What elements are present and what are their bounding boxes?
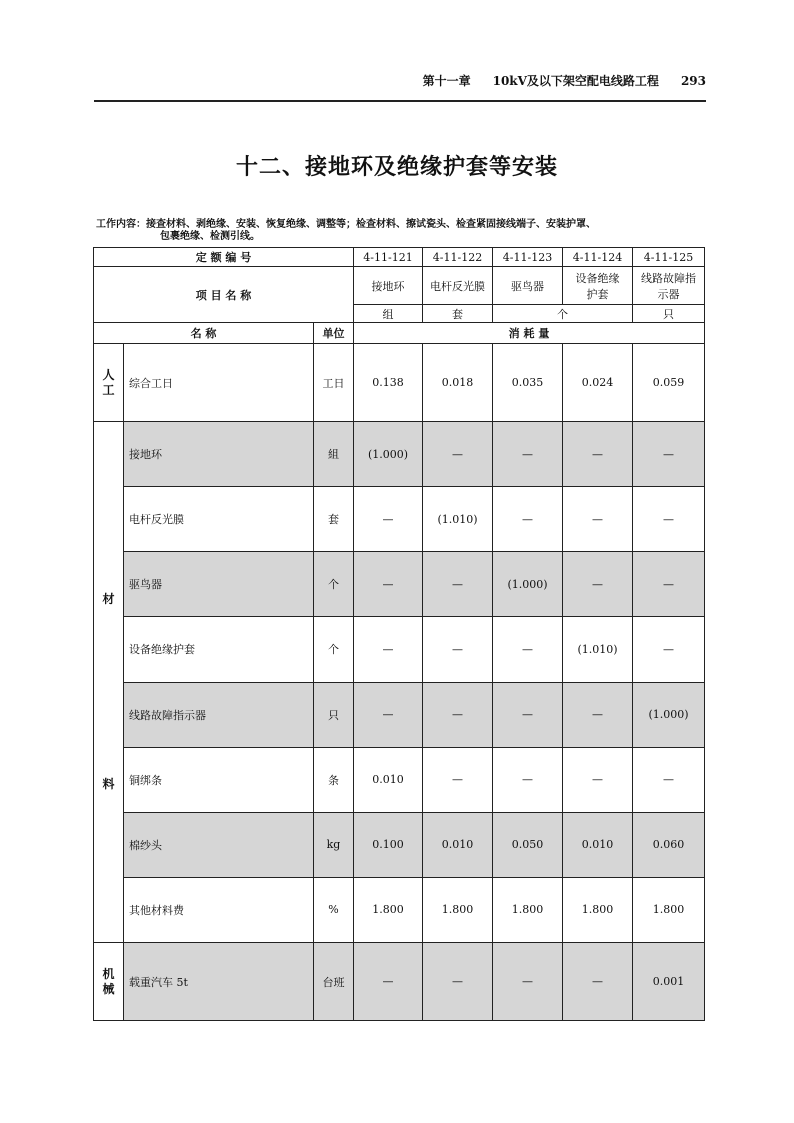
row-value: — — [423, 682, 493, 747]
row-unit: 个 — [314, 552, 354, 617]
row-value: 1.800 — [354, 877, 423, 942]
row-value: — — [563, 422, 633, 487]
work-content — [96, 219, 716, 243]
row-value: 0.018 — [423, 344, 493, 422]
row-value: 0.138 — [354, 344, 423, 422]
material-group-label — [94, 422, 124, 943]
row-unit: kg — [314, 812, 354, 877]
row-value: — — [493, 943, 563, 1021]
item-name: 线路故障指示器 — [633, 267, 705, 305]
row-value: — — [423, 617, 493, 682]
row-value: — — [493, 487, 563, 552]
work-content-line-2: 包裹绝缘、检测引线。 — [160, 231, 260, 242]
table-row — [94, 877, 705, 942]
row-unit: 台班 — [314, 943, 354, 1021]
row-value: 0.050 — [493, 812, 563, 877]
quota-table — [93, 247, 705, 1021]
row-unit: 条 — [314, 747, 354, 812]
row-value: (1.010) — [563, 617, 633, 682]
row-value: — — [633, 422, 705, 487]
machine-group-label: 机械 — [94, 943, 124, 1021]
row-value: 1.800 — [633, 877, 705, 942]
row-value: (1.010) — [423, 487, 493, 552]
item-unit: 个 — [493, 305, 633, 323]
item-unit: 只 — [633, 305, 705, 323]
row-value: — — [354, 943, 423, 1021]
item-name: 接地环 — [354, 267, 423, 305]
item-name: 设备绝缘护套 — [563, 267, 633, 305]
quota-code: 4-11-124 — [563, 248, 633, 267]
work-content-line-1: 工作内容：接查材料、剥绝缘、安装、恢复绝缘、调整等；检查材料、擦试瓷头、检查紧固接线端子、安装护罩、 — [96, 219, 596, 230]
row-value: 0.024 — [563, 344, 633, 422]
row-name: 载重汽车 5t — [124, 943, 314, 1021]
name-column-header: 名 称 — [94, 323, 314, 344]
item-name: 驱鸟器 — [493, 267, 563, 305]
table-row — [94, 422, 705, 487]
row-value: — — [354, 487, 423, 552]
row-unit: 組 — [314, 422, 354, 487]
quota-code: 4-11-121 — [354, 248, 423, 267]
table-row — [94, 487, 705, 552]
chapter-label: 第十一章 — [422, 74, 471, 88]
row-value: — — [633, 487, 705, 552]
quota-code: 4-11-125 — [633, 248, 705, 267]
row-value: 1.800 — [493, 877, 563, 942]
row-value: — — [423, 747, 493, 812]
row-value: — — [354, 617, 423, 682]
row-value: 0.100 — [354, 812, 423, 877]
row-value: 0.010 — [423, 812, 493, 877]
table-row — [94, 617, 705, 682]
row-unit: 个 — [314, 617, 354, 682]
row-name: 棉纱头 — [124, 812, 314, 877]
row-name: 铜绑条 — [124, 747, 314, 812]
table-row — [94, 943, 705, 1021]
item-unit: 组 — [354, 305, 423, 323]
row-value: — — [493, 422, 563, 487]
table-row — [94, 812, 705, 877]
row-value: — — [563, 747, 633, 812]
row-value: — — [563, 552, 633, 617]
row-value: — — [354, 682, 423, 747]
row-value: — — [493, 747, 563, 812]
row-unit: 套 — [314, 487, 354, 552]
row-value: — — [423, 422, 493, 487]
material-group-bottom: 料 — [102, 777, 115, 791]
header-rule — [94, 100, 706, 102]
row-value: — — [493, 617, 563, 682]
page-header — [94, 72, 706, 92]
labor-group-label: 人工 — [94, 344, 124, 422]
row-value: — — [423, 943, 493, 1021]
row-value: — — [493, 682, 563, 747]
row-value: 0.035 — [493, 344, 563, 422]
quota-code: 4-11-123 — [493, 248, 563, 267]
consumption-header: 消 耗 量 — [354, 323, 705, 344]
row-value: — — [633, 552, 705, 617]
row-value: — — [563, 682, 633, 747]
quota-number-label: 定 额 编 号 — [94, 248, 354, 267]
table-row — [94, 344, 705, 422]
table-row — [94, 747, 705, 812]
row-name: 其他材料费 — [124, 877, 314, 942]
row-value: — — [423, 552, 493, 617]
row-value: 0.010 — [563, 812, 633, 877]
row-unit: % — [314, 877, 354, 942]
row-name: 设备绝缘护套 — [124, 617, 314, 682]
row-name: 电杆反光膜 — [124, 487, 314, 552]
row-value: (1.000) — [633, 682, 705, 747]
row-name: 线路故障指示器 — [124, 682, 314, 747]
item-name-label: 项 目 名 称 — [94, 267, 354, 323]
material-group-top: 材 — [102, 592, 115, 606]
page-title: 十二、接地环及绝缘护套等安装 — [235, 154, 558, 180]
item-name: 电杆反光膜 — [423, 267, 493, 305]
row-value: 0.010 — [354, 747, 423, 812]
row-value: — — [633, 617, 705, 682]
row-unit: 工日 — [314, 344, 354, 422]
row-value: — — [633, 747, 705, 812]
row-name: 综合工日 — [124, 344, 314, 422]
row-value: — — [563, 943, 633, 1021]
row-value: 1.800 — [563, 877, 633, 942]
row-value: — — [563, 487, 633, 552]
table-row — [94, 552, 705, 617]
row-value: 0.060 — [633, 812, 705, 877]
item-unit: 套 — [423, 305, 493, 323]
row-value: (1.000) — [354, 422, 423, 487]
row-unit: 只 — [314, 682, 354, 747]
row-value: — — [354, 552, 423, 617]
row-name: 接地环 — [124, 422, 314, 487]
row-value: 0.059 — [633, 344, 705, 422]
table-row — [94, 682, 705, 747]
row-name: 驱鸟器 — [124, 552, 314, 617]
row-value: (1.000) — [493, 552, 563, 617]
unit-column-header: 单位 — [314, 323, 354, 344]
section-label: 10kV及以下架空配电线路工程 — [492, 74, 659, 88]
row-value: 0.001 — [633, 943, 705, 1021]
row-value: 1.800 — [423, 877, 493, 942]
page-number: 293 — [680, 74, 706, 88]
quota-code: 4-11-122 — [423, 248, 493, 267]
